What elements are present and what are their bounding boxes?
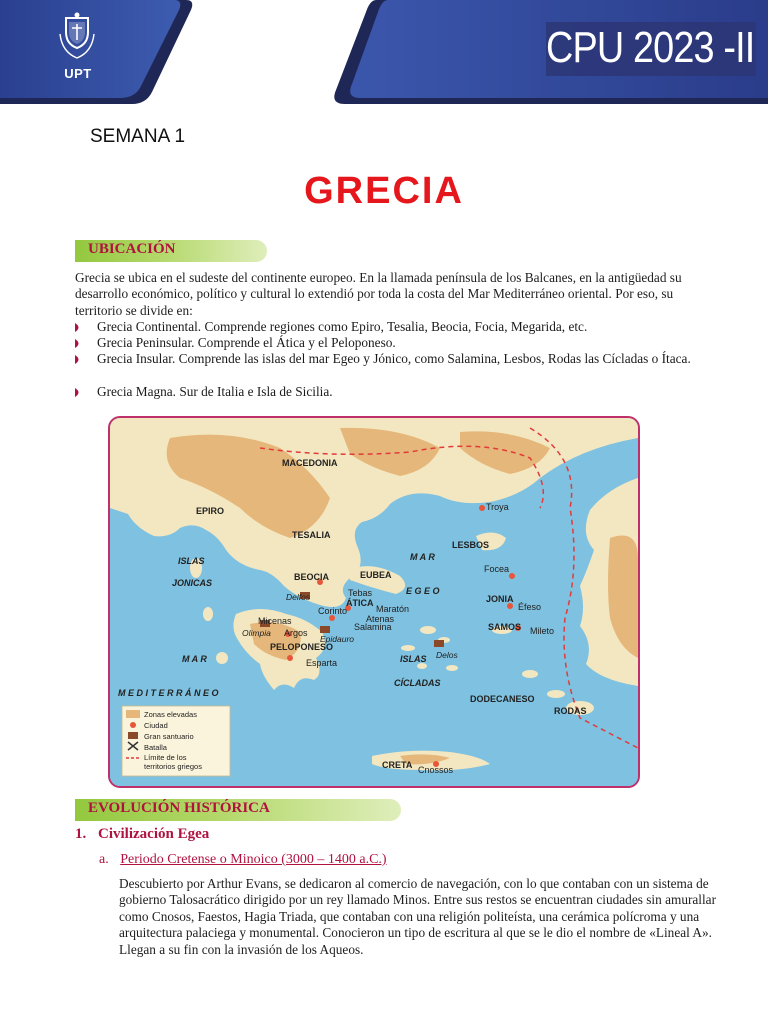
map-label-rodas: RODAS xyxy=(554,706,587,716)
map-label-islas-cicladas: ISLAS xyxy=(400,654,427,664)
map-label-esparta: Esparta xyxy=(306,658,338,668)
bullet-text: Grecia Magna. Sur de Italia e Isla de Sicilia. xyxy=(97,384,333,399)
map-label-mar-egeo: M A R xyxy=(410,552,435,562)
map-label-egeo: E G E O xyxy=(406,586,440,596)
subsection-periodo-cretense xyxy=(99,852,387,868)
city-dot-icon xyxy=(130,722,136,728)
map-label-islas-jonicas: ISLAS xyxy=(178,556,205,566)
map-label-mediterraneo: M E D I T E R R Á N E O xyxy=(118,688,219,698)
map-label-macedonia: MACEDONIA xyxy=(282,458,338,468)
map-label-epidauro: Epidauro xyxy=(320,634,355,644)
map-label-eubea: EUBEA xyxy=(360,570,392,580)
map-label-mar-med: M A R xyxy=(182,654,207,664)
map-label-atenas: Atenas xyxy=(366,614,395,624)
sub-letter: a. xyxy=(99,852,109,867)
item-number: 1. xyxy=(75,826,87,842)
map-label-corinto: Corinto xyxy=(318,606,348,616)
map-label-samos: SAMOS xyxy=(488,622,522,632)
page-header xyxy=(0,0,768,110)
bullet-text: Grecia Insular. Comprende las islas del mar Egeo y Jónico, como Salamina, Lesbos, Rodas las Cícladas o Ítaca. xyxy=(97,351,691,366)
legend-label: Gran santuario xyxy=(144,732,194,741)
bullet-icon xyxy=(75,388,82,397)
map-label-salamina: Salamina xyxy=(354,622,392,632)
map-label-creta: CRETA xyxy=(382,760,413,770)
map-label-atica: ÁTICA xyxy=(346,598,374,608)
map-label-peloponeso: PELOPONESO xyxy=(270,642,334,652)
map-label-micenas: Micenas xyxy=(258,616,292,626)
map-label-argos: Argos xyxy=(284,628,308,638)
shield-icon xyxy=(52,10,102,68)
legend-label: Límite de los territorios griegos xyxy=(144,753,202,771)
page-title: GRECIA xyxy=(304,170,464,212)
temple-icon xyxy=(128,732,138,739)
map-label-maraton: Maratón xyxy=(376,604,410,614)
legend-label: Zonas elevadas xyxy=(144,710,197,719)
section-heading-ubicacion: UBICACIÓN xyxy=(88,241,176,257)
bullet-icon xyxy=(75,323,82,332)
bullet-text: Grecia Peninsular. Comprende el Ática y el Peloponeso. xyxy=(97,335,396,350)
map-label-olimpia: Olimpia xyxy=(242,628,271,638)
map-label-jonicas: JONICAS xyxy=(172,578,213,588)
map-label-dodecaneso: DODECANESO xyxy=(470,694,535,704)
section-heading-evolucion: EVOLUCIÓN HISTÓRICA xyxy=(88,800,270,816)
legend-label: Batalla xyxy=(144,743,167,752)
map-label-cicladas: CÍCLADAS xyxy=(394,678,441,688)
map-label-troya: Troya xyxy=(486,502,509,512)
legend-label: Ciudad xyxy=(144,721,168,730)
map-label-epiro: EPIRO xyxy=(196,506,225,516)
map-label-jonia: JONIA xyxy=(486,594,514,604)
bullet-icon xyxy=(75,339,82,348)
cpu-title: CPU 2023 -II xyxy=(546,23,755,72)
map-label-beocia: BEOCIA xyxy=(294,572,330,582)
map-illustration xyxy=(110,418,638,786)
map-label-focea: Focea xyxy=(484,564,510,574)
evolucion-paragraph: Descubierto por Arthur Evans, se dedicaron al comercio de navegación, con lo que contaban con un sistema de gobierno Talosacrático dirigido por un rey llamado Minos. Entre sus restos se encuentran ciudades sin amurallar como Cnosos, Faestos, Hagia Triada, que contaban con una religión politeísta, una cerámica polícroma y una arquitectura palaciega y monumental. Conocieron un tipo de escritura al que se le dio el nombre de «Lineal A». Llegan a su fin con la invasión de los Aqueos. xyxy=(119,876,717,957)
week-label: SEMANA 1 xyxy=(90,126,186,147)
map-label-tesalia: TESALIA xyxy=(292,530,331,540)
item-title: Civilización Egea xyxy=(98,826,210,842)
bullet-icon xyxy=(75,355,82,364)
map-label-delfos: Delfos xyxy=(286,592,311,602)
map-label-efeso: Éfeso xyxy=(518,602,542,612)
ubicacion-paragraph: Grecia se ubica en el sudeste del continente europeo. En la llamada península de los Balcanes, en la antigüedad su desarrollo económico, político y cultural lo extendió por toda la costa del Mar Mediterráneo oriental. Por eso, su territorio se divide en: xyxy=(75,270,682,318)
bullet-text: Grecia Continental. Comprende regiones como Epiro, Tesalia, Beocia, Focia, Megarida, etc. xyxy=(97,319,588,334)
map-label-tebas: Tebas xyxy=(348,588,373,598)
greece-map xyxy=(108,416,640,788)
map-label-mileto: Mileto xyxy=(530,626,555,636)
map-label-lesbos: LESBOS xyxy=(452,540,490,550)
subheading-civilizacion-egea xyxy=(75,826,209,843)
map-label-cnossos: Cnossos xyxy=(418,765,454,775)
map-label-delos: Delos xyxy=(436,650,458,660)
elevation-swatch-icon xyxy=(126,710,140,718)
upt-logo-text: UPT xyxy=(64,66,92,81)
sub-title: Periodo Cretense o Minoico (3000 – 1400 a.C.) xyxy=(120,852,387,867)
